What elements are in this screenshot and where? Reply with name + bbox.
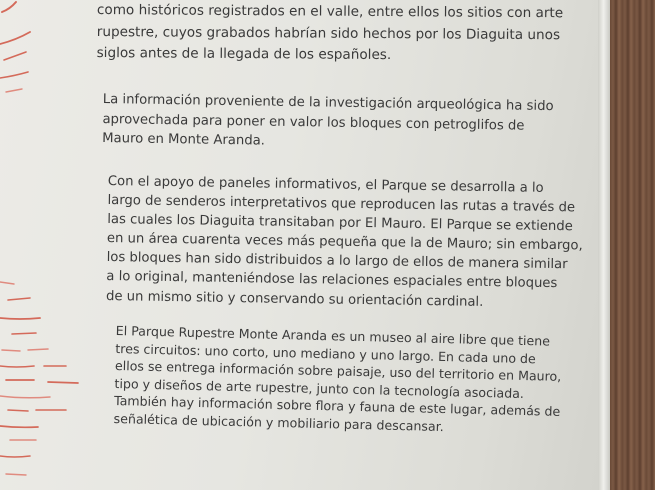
red-stroke-mark <box>0 32 30 44</box>
red-stroke-mark <box>8 298 30 300</box>
paragraph-historical-sites: como históricos registrados en el valle, entre ellos los sitios con arte rupestre, cuyos grabados habrían sido hechos por los Diaguita unos siglos antes de la llegada de los españoles. <box>96 1 564 64</box>
paragraph-museum-circuits: El Parque Rupestre Monte Aranda es un museo al aire libre que tiene tres circuitos: uno corto, uno mediano y uno largo. En cada uno de ellos se entrega información sobre paisaje, uso del territorio en Mauro, tipo y diseños de arte rupestre, junto con la tecnología asociada. También hay información sobre flora y fauna de este lugar, además de señalética de ubicación y mobiliario para descansar. <box>113 322 562 435</box>
red-stroke-mark <box>0 72 28 78</box>
red-stroke-mark <box>0 456 30 457</box>
red-stroke-mark <box>6 474 26 475</box>
red-stroke-mark <box>0 366 66 367</box>
red-stroke-mark <box>0 426 38 427</box>
red-stroke-mark <box>0 318 40 319</box>
red-stroke-mark <box>6 89 22 92</box>
red-stroke-mark <box>12 333 36 334</box>
red-stroke-mark <box>2 349 48 351</box>
red-petroglyph-marks <box>0 0 110 490</box>
wooden-post <box>610 0 655 490</box>
red-stroke-mark <box>0 282 14 284</box>
paragraph-park-trails: Con el apoyo de paneles informativos, el Parque se desarrolla a lo largo de senderos interpretativos que reproducen las rutas a través de las cuales los Diaguita transitaban por El Mauro. El Parque se extiende en un área cuarenta veces más pequeña que la de Mauro; sin embargo, los bloques han sido distribuidos a lo largo de ellos de manera similar a lo original, manteniéndose las relaciones espaciales entre bloques de un mismo sitio y conservando su orientación cardinal. <box>105 173 583 310</box>
red-stroke-mark <box>2 2 16 12</box>
paragraph-archaeological-research: La información proveniente de la investigación arqueológica ha sido aprovechada para poner en valor los bloques con petroglifos de Mauro en Monte Aranda. <box>102 91 554 149</box>
red-stroke-mark <box>0 396 50 398</box>
red-stroke-mark <box>4 52 26 60</box>
red-stroke-mark <box>8 410 66 411</box>
red-stroke-mark <box>6 380 78 383</box>
